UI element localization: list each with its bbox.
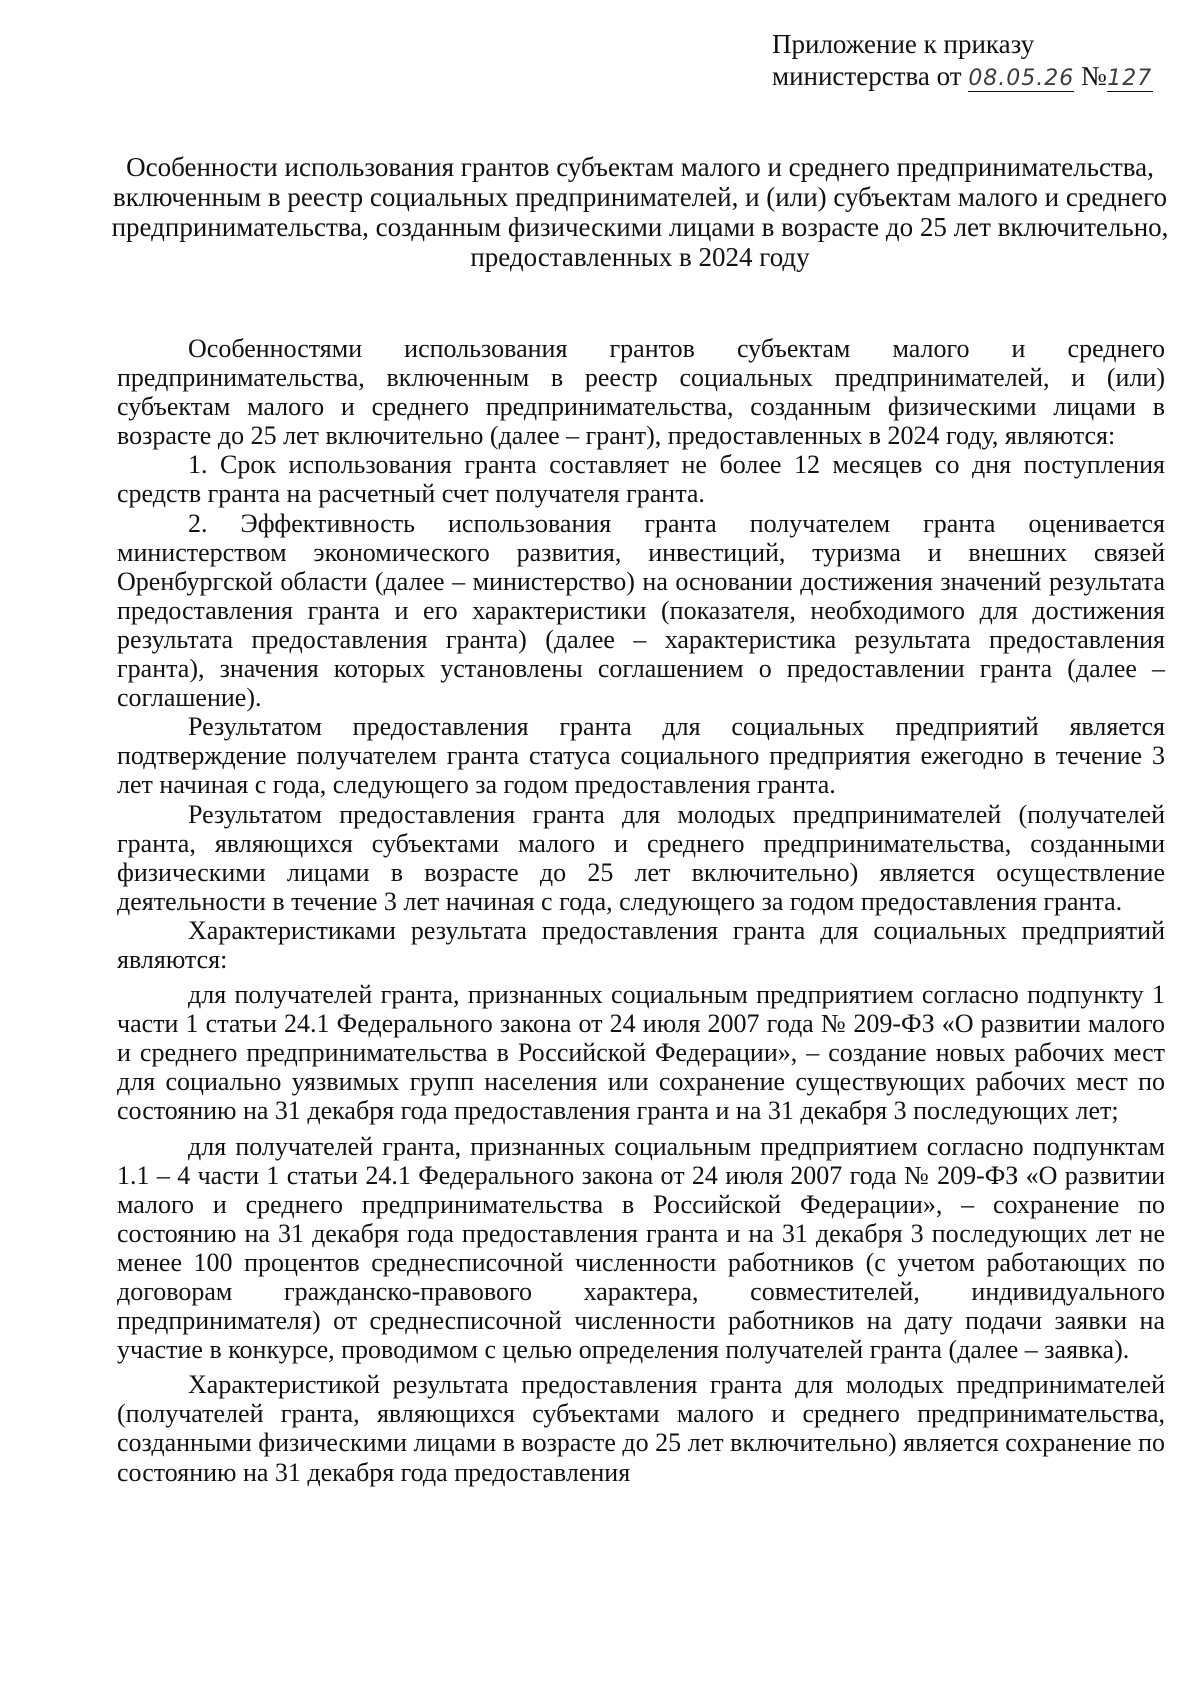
characteristic-subpoint-1-paragraph: для получателей гранта, признанных социальным предприятием согласно подпункту 1 части 1 статьи 24.1 Федерального закона от 24 июля 2007 года № 209-ФЗ «О развитии малого и среднего предпринимательства в Российской Федерации», – создание новых рабочих мест для социально уязвимых групп населения или сохранение существующих рабочих мест по состоянию на 31 декабря года предоставления гранта и на 31 декабря 3 последующих лет; bbox=[117, 980, 1165, 1126]
characteristics-intro-paragraph: Характеристиками результата предоставления гранта для социальных предприятий являются: bbox=[117, 915, 1165, 974]
intro-paragraph: Особенностями использования грантов субъектам малого и среднего предпринимательства, включенным в реестр социальных предпринимателей, и (или) субъектам малого и среднего предпринимательства, созданным физическими лицами в возрасте до 25 лет включительно (далее – грант), предоставленных в 2024 году, являются: bbox=[117, 334, 1165, 451]
appendix-reference-line bbox=[772, 60, 1172, 92]
handwritten-order-date: 08.05.26 bbox=[968, 66, 1075, 91]
document-body bbox=[117, 334, 1165, 1487]
appendix-ministry-prefix: министерства от bbox=[772, 61, 962, 91]
item-2-paragraph: 2. Эффективность использования гранта получателем гранта оценивается министерством экономического развития, инвестиций, туризма и внешних связей Оренбургской области (далее – министерство) на основании достижения значений результата предоставления гранта и его характеристики (показателя, необходимого для достижения результата предоставления гранта) (далее – характеристика результата предоставления гранта), значения которых установлены соглашением о предоставлении гранта (далее – соглашение). bbox=[117, 508, 1165, 713]
item-1-paragraph: 1. Срок использования гранта составляет не более 12 месяцев со дня поступления средств гранта на расчетный счет получателя гранта. bbox=[117, 450, 1165, 509]
handwritten-order-number: 127 bbox=[1107, 66, 1153, 91]
document-title: Особенности использования грантов субъектам малого и среднего предпринимательства, включенным в реестр социальных предпринимателей, и (или) субъектам малого и среднего предпринимательства, созданным физическими лицами в возрасте до 25 лет включительно, предоставленных в 2024 году bbox=[111, 152, 1169, 272]
number-sign: № bbox=[1081, 61, 1107, 91]
appendix-caption: Приложение к приказу bbox=[772, 29, 1035, 59]
characteristic-subpoint-1-1-4-paragraph: для получателей гранта, признанных социальным предприятием согласно подпунктам 1.1 – 4 части 1 статьи 24.1 Федерального закона от 24 июля 2007 года № 209-ФЗ «О развитии малого и среднего предпринимательства в Российской Федерации», – сохранение по состоянию на 31 декабря года предоставления гранта и на 31 декабря 3 последующих лет не менее 100 процентов среднесписочной численности работников (с учетом работающих по договорам гражданско-правового характера, совместителей, индивидуального предпринимателя) от среднесписочной численности работников на дату подачи заявки на участие в конкурсе, проводимом с целью определения получателей гранта (далее – заявка). bbox=[117, 1131, 1165, 1365]
social-enterprise-result-paragraph: Результатом предоставления гранта для социальных предприятий является подтверждение получателем гранта статуса социального предприятия ежегодно в течение 3 лет начиная с года, следующего за годом предоставления гранта. bbox=[117, 712, 1165, 800]
young-entrepreneur-characteristic-paragraph: Характеристикой результата предоставления гранта для молодых предпринимателей (получателей гранта, являющихся субъектами малого и среднего предпринимательства, созданными физическими лицами в возрасте до 25 лет включительно) является сохранение по состоянию на 31 декабря года предоставления bbox=[117, 1370, 1165, 1487]
order-appendix-header bbox=[772, 28, 1172, 92]
young-entrepreneur-result-paragraph: Результатом предоставления гранта для молодых предпринимателей (получателей гранта, являющихся субъектами малого и среднего предпринимательства, созданными физическими лицами в возрасте до 25 лет включительно) является осуществление деятельности в течение 3 лет начиная с года, следующего за годом предоставления гранта. bbox=[117, 799, 1165, 916]
